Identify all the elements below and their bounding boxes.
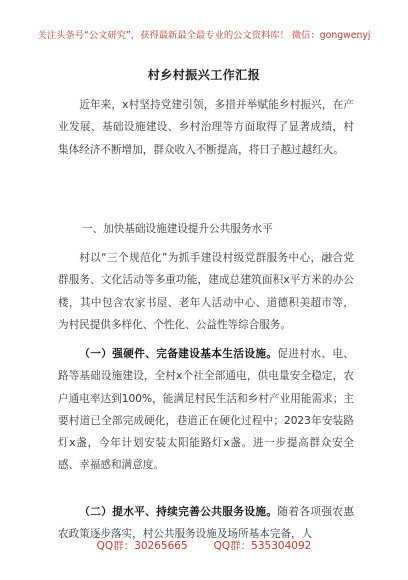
footer-qq-group-2: QQ群：535304092 bbox=[213, 540, 312, 552]
item-1-text: 促进村水、电、路等基础设施建设，全村x个社全部通电，供电量安全稳定，农户通电率达到100%，能满足村民生活和乡村产业用能需求；主要村道已全部完成硬化，巷道正在硬化过程中；2023年安装路灯x盏，今年计划安装太阳能路灯x盏。进一步提高群众安全感、幸福感和满意度。 bbox=[58, 348, 355, 472]
footer-qq-group-1: QQ群：30265665 bbox=[96, 540, 188, 552]
header-promo-banner: 关注头条号“公文研究”，获得最新最全最专业的公文资料库！ 微信：gongwenyj bbox=[37, 30, 371, 41]
intro-paragraph: 近年来，x村坚持党建引领，多措并举赋能乡村振兴，在产业发展、基础设施建设、乡村治理等方面取得了显著成绩，村集体经济不断增加，群众收入不断提高，将日子越过越红火。 bbox=[58, 99, 354, 156]
footer-qq-groups bbox=[0, 538, 408, 553]
item-1-lead: （一）强硬件、完备建设基本生活设施。 bbox=[79, 348, 278, 360]
section-heading-1: 一、加快基础设施建设提升公共服务水平 bbox=[82, 223, 273, 235]
item-2-text: 随着各项强农惠农政策逐步落实，村公共服务设施及场所基本完备，人 bbox=[58, 506, 355, 541]
section-1-paragraph: 村以“三个规范化”为抓手建设村级党群服务中心，融合党群服务、文化活动等多重功能，建成总建筑面积x平方米的办公楼，其中包含农家书屋、老年人活动中心、道德积美超市等，为村民提供多样化、个性化、公益性等综合服务。 bbox=[58, 252, 354, 331]
item-1-paragraph bbox=[58, 343, 354, 477]
document-title: 村乡村振兴工作汇报 bbox=[147, 68, 261, 82]
item-2-lead: （二）提水平、持续完善公共服务设施。 bbox=[79, 506, 278, 518]
